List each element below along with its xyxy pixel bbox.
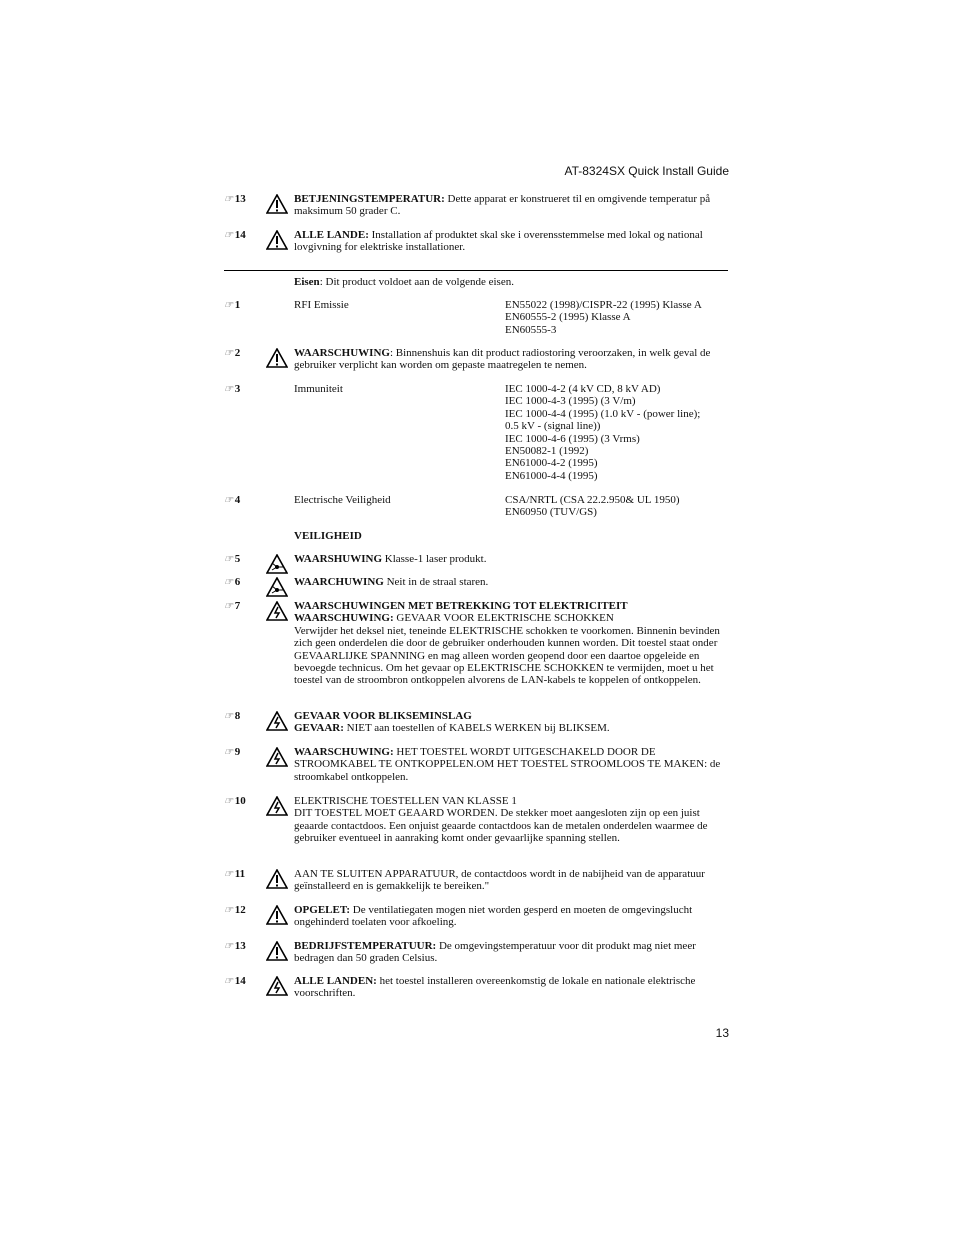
pointing-hand-icon: ☞ — [224, 976, 232, 987]
spec-label: Electrische Veiligheid — [294, 494, 391, 506]
pointing-hand-icon: ☞ — [224, 796, 232, 807]
electric-hazard-icon — [266, 711, 288, 731]
page-header: AT-8324SX Quick Install Guide — [564, 164, 729, 178]
item-text: ALLE LANDEN: het toestel installeren overeenkomstig de lokale en nationale elektrische voorschriften. — [294, 975, 696, 1000]
pointing-hand-icon: ☞ — [224, 348, 232, 359]
warning-triangle-icon — [266, 348, 288, 368]
item-text: WAARSCHUWINGEN MET BETREKKING TOT ELEKTRICITEIT WAARSCHUWING: GEVAAR VOOR ELEKTRISCHE SCHOKKEN Verwijder het deksel niet, teneinde ELEKTRISCHE schokken te voorkomen. Binnenin bevinden zich geen onderdelen die door de gebruiker onderhouden kunnen worden. Dit toestel staat onder GEVAARLIJKE SPANNING en mag alleen worden geopend door een daartoe opgeleide en bevoegde technicus. Om het gevaar op ELEKTRISCHE SCHOKKEN te vermijden, moet u het toestel van de stroombron ontkoppelen alvorens de LAN-kabels te koppelen of ontkoppelen. — [294, 600, 720, 687]
pointing-hand-icon: ☞ — [224, 905, 232, 916]
warning-triangle-icon — [266, 941, 288, 961]
pointing-hand-icon: ☞ — [224, 495, 232, 506]
pointing-hand-icon: ☞ — [224, 300, 232, 311]
laser-warning-icon — [266, 554, 288, 574]
item-text: WAARCHUWING Neit in de straal staren. — [294, 576, 489, 588]
electric-hazard-icon — [266, 976, 288, 996]
electric-hazard-icon — [266, 796, 288, 816]
item-text: BETJENINGSTEMPERATUR: Dette apparat er konstrueret til en omgivende temperatur på maksimum 50 grader C. — [294, 193, 711, 218]
pointing-hand-icon: ☞ — [224, 941, 232, 952]
pointing-hand-icon: ☞ — [224, 869, 232, 880]
item-text: ELEKTRISCHE TOESTELLEN VAN KLASSE 1 DIT TOESTEL MOET GEAARD WORDEN. De stekker moet aangesloten zijn op een juist geaarde contactdoos. Een onjuist geaarde contactdoos kan de metalen onderdelen waarmee de gebruiker eventueel in aanraking komt onder gevaarlijke spanning stellen. — [294, 795, 708, 845]
page-number: 13 — [715, 1026, 729, 1040]
electric-hazard-icon — [266, 601, 288, 621]
pointing-hand-icon: ☞ — [224, 384, 232, 395]
warning-triangle-icon — [266, 905, 288, 925]
laser-warning-icon — [266, 577, 288, 597]
item-text: ALLE LANDE: Installation af produktet skal ske i overensstemmelse med lokal og national lovgivning for elektriske installationer. — [294, 229, 703, 254]
spec-label: RFI Emissie — [294, 299, 349, 311]
pointing-hand-icon: ☞ — [224, 554, 232, 565]
warning-triangle-icon — [266, 194, 288, 214]
warning-triangle-icon — [266, 869, 288, 889]
item-number: ☞ 14 — [224, 229, 246, 241]
item-text: GEVAAR VOOR BLIKSEMINSLAG GEVAAR: NIET aan toestellen of KABELS WERKEN bij BLIKSEM. — [294, 710, 610, 735]
pointing-hand-icon: ☞ — [224, 230, 232, 241]
item-text: WAARSHUWING Klasse-1 laser produkt. — [294, 553, 487, 565]
spec-label: Immuniteit — [294, 383, 343, 395]
electric-hazard-icon — [266, 747, 288, 767]
item-text: WAARSCHUWING: HET TOESTEL WORDT UITGESCHAKELD DOOR DE STROOMKABEL TE ONTKOPPELEN.OM HET TOESTEL STROOMLOOS TE MAKEN: de stroomkabel ontkoppelen. — [294, 746, 721, 783]
pointing-hand-icon: ☞ — [224, 577, 232, 588]
spec-values: IEC 1000-4-2 (4 kV CD, 8 kV AD) IEC 1000-4-3 (1995) (3 V/m) IEC 1000-4-4 (1995) (1.0 kV - (power line); 0.5 kV - (signal line)) IEC 1000-4-6 (1995) (3 Vrms) EN50082-1 (1992) EN61000-4-2 (1995) EN61000-4-4 (1995) — [505, 383, 701, 482]
requirements-label: Eisen — [294, 276, 320, 288]
section-divider — [224, 270, 728, 271]
pointing-hand-icon: ☞ — [224, 601, 232, 612]
spec-values: EN55022 (1998)/CISPR-22 (1995) Klasse A EN60555-2 (1995) Klasse A EN60555-3 — [505, 299, 702, 336]
pointing-hand-icon: ☞ — [224, 194, 232, 205]
pointing-hand-icon: ☞ — [224, 711, 232, 722]
item-text: WAARSCHUWING: Binnenshuis kan dit product radiostoring veroorzaken, in welk geval de gebruiker verplicht kan worden om gepaste maatregelen te nemen. — [294, 347, 711, 372]
spec-values: CSA/NRTL (CSA 22.2.950& UL 1950) EN60950 (TUV/GS) — [505, 494, 680, 519]
item-text: BEDRIJFSTEMPERATUUR: De omgevingstemperatuur voor dit produkt mag niet meer bedragen dan 50 graden Celsius. — [294, 940, 696, 965]
item-text: OPGELET: De ventilatiegaten mogen niet worden gesperd en moeten de omgevingslucht ongehinderd toelaten voor afkoeling. — [294, 904, 693, 929]
pointing-hand-icon: ☞ — [224, 747, 232, 758]
item-number: ☞ 13 — [224, 193, 246, 205]
warning-triangle-icon — [266, 230, 288, 250]
item-text: AAN TE SLUITEN APPARATUUR, de contactdoos wordt in de nabijheid van de apparatuur geïnstalleerd en is gemakkelijk te bereiken." — [294, 868, 705, 893]
